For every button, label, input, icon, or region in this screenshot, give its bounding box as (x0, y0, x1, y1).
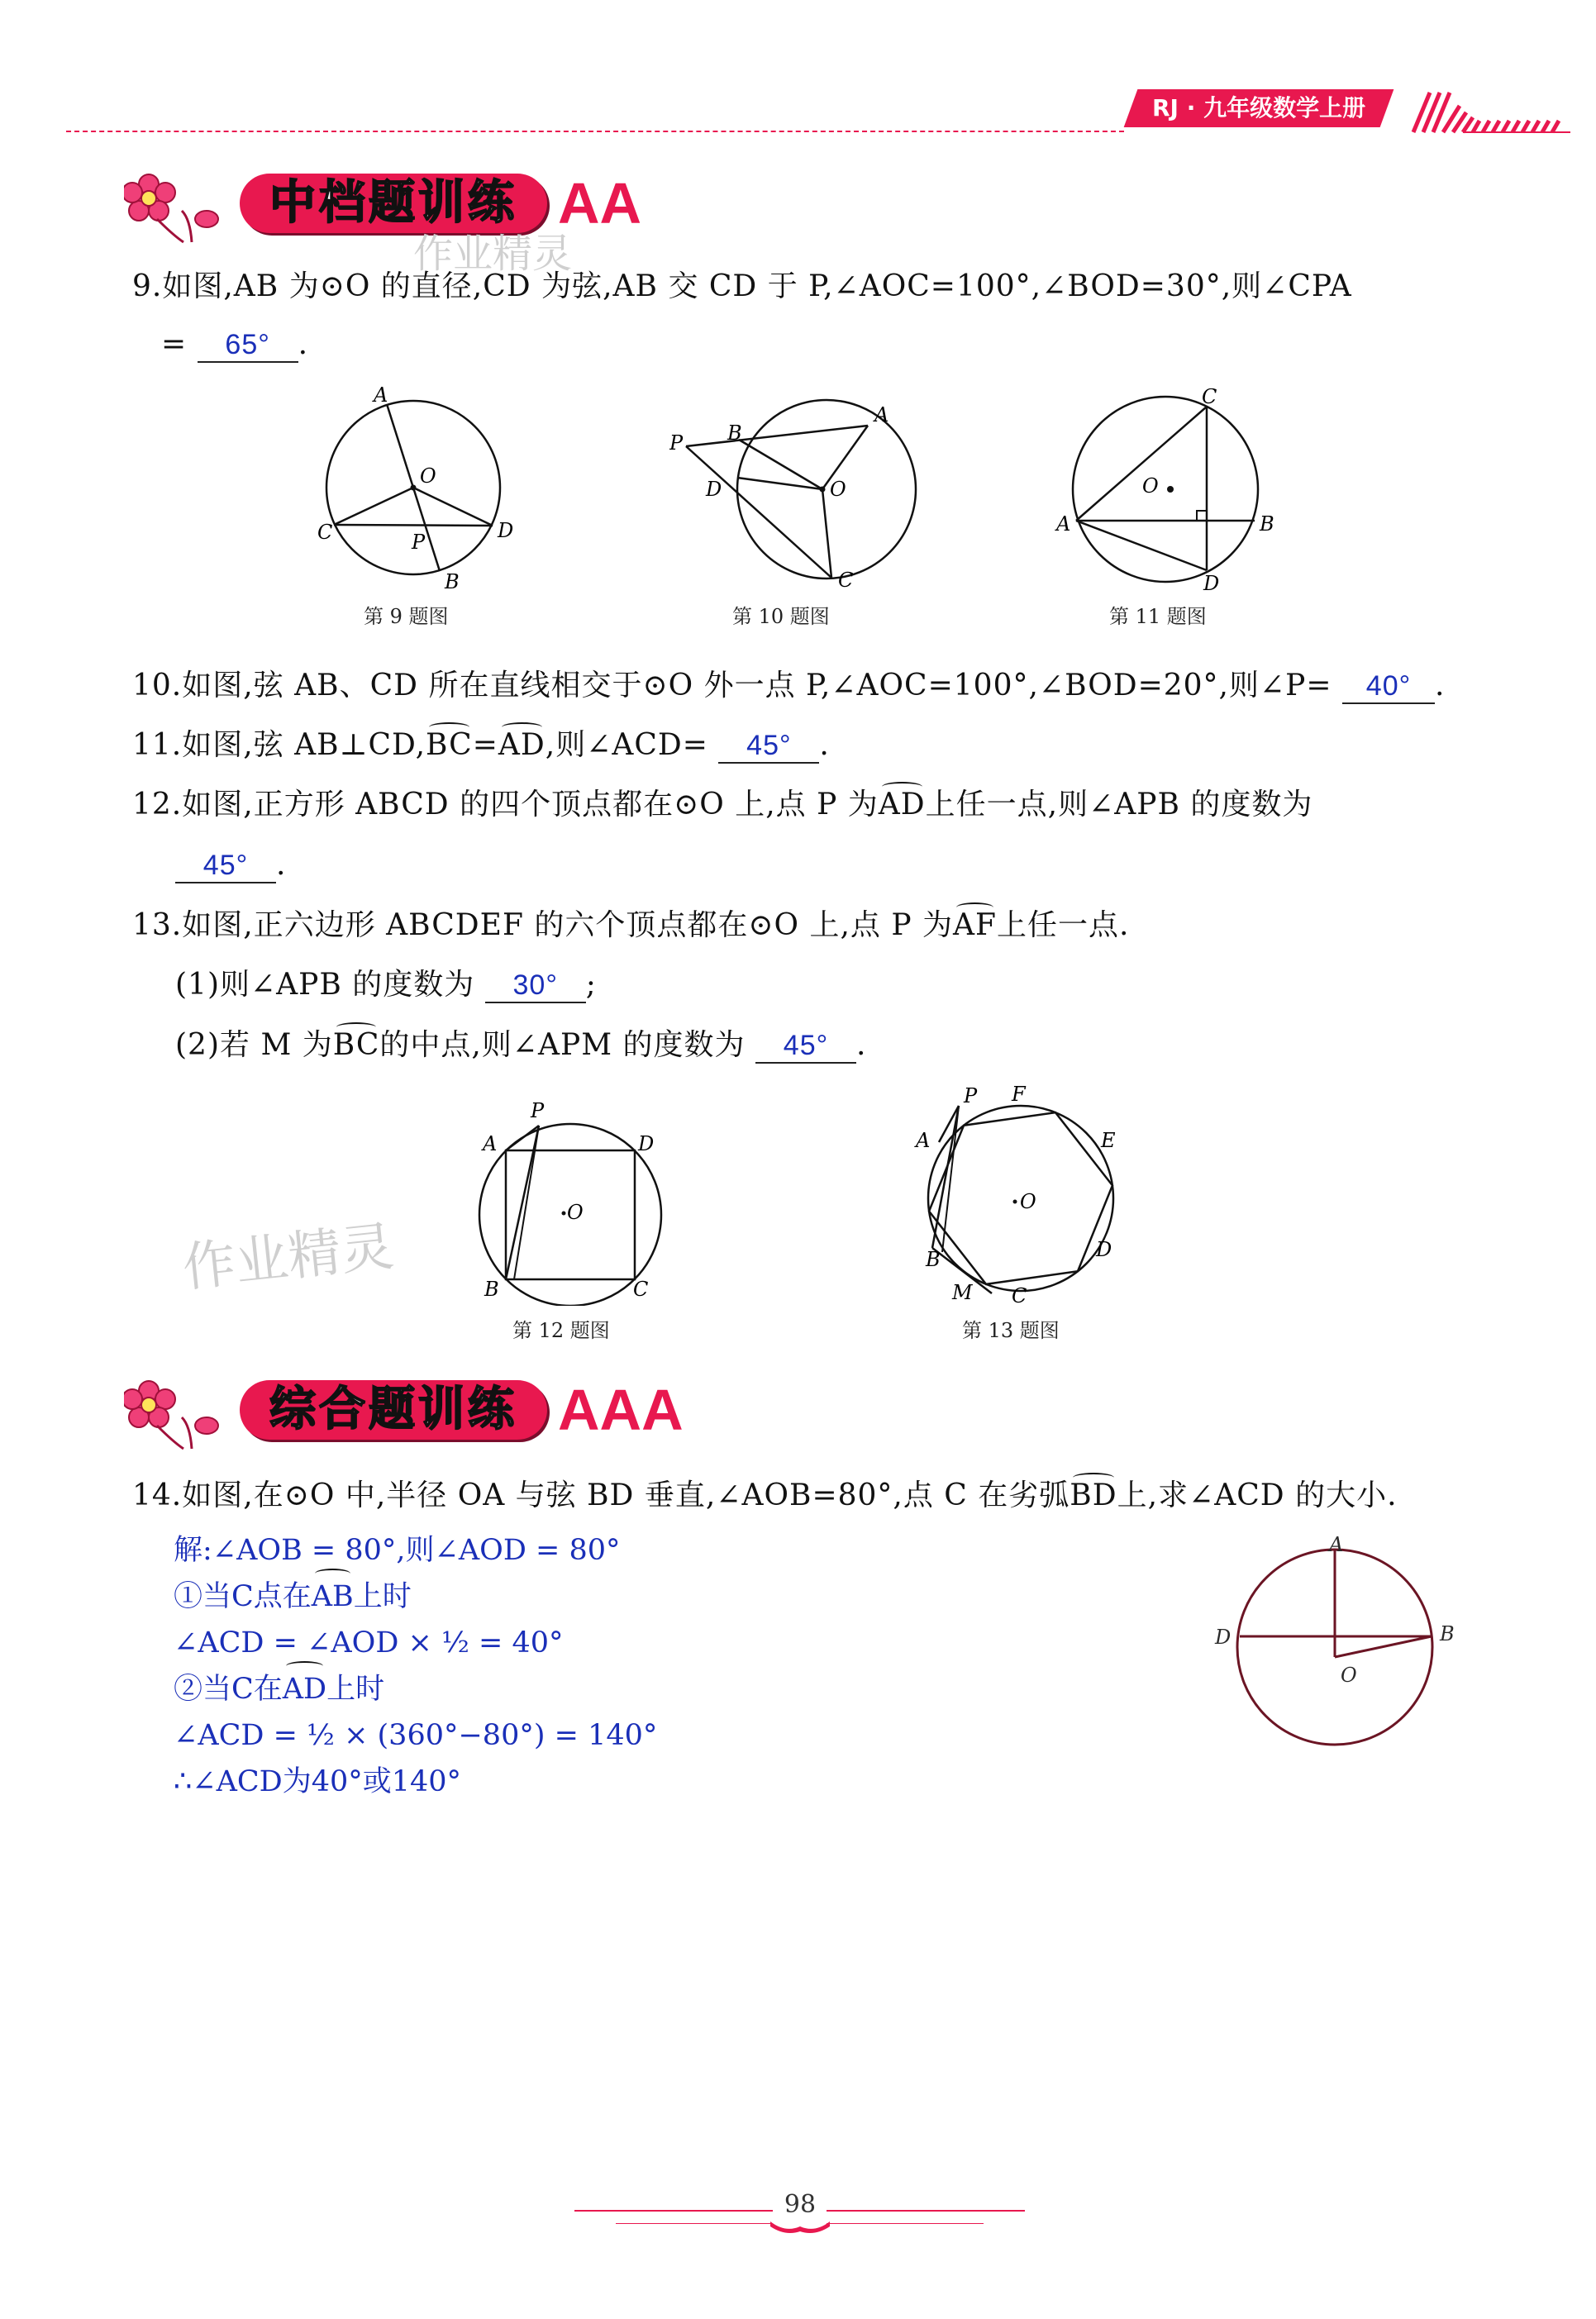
figure-9 (306, 380, 529, 603)
solution-line-6: ∴∠ACD为40°或140° (174, 1765, 462, 1798)
header-stripes (1405, 89, 1570, 136)
figure-11 (1050, 388, 1281, 595)
fig12-label-B: B (484, 1278, 499, 1301)
question-9: 9.如图,AB 为⊙O 的直径,CD 为弦,AB 交 CD 于 P,∠AOC=100°,∠BOD=30°,则∠CPA (132, 269, 1352, 303)
question-9-answer: 65° (198, 328, 298, 363)
fig9-label-P: P (412, 531, 426, 554)
fig13-label-B: B (926, 1248, 941, 1271)
figure-9-caption: 第 9 题图 (364, 605, 449, 628)
fig11-label-B: B (1260, 512, 1274, 536)
question-11: 11.如图,弦 AB⊥CD,BC=AD,则∠ACD= 45° . (132, 728, 830, 762)
page-number: 98 (784, 2190, 817, 2219)
question-12-blank-row: 45° . (175, 847, 286, 883)
section-comprehensive-level: AAA (558, 1378, 684, 1442)
fig11-label-D: D (1203, 572, 1220, 595)
fig10-label-C: C (838, 569, 854, 592)
fig13-label-A: A (916, 1129, 931, 1152)
fig12-label-D: D (638, 1132, 655, 1155)
fig14-label-A: A (1329, 1533, 1344, 1556)
flower-icon (124, 169, 240, 244)
fig14-label-B: B (1440, 1622, 1455, 1645)
fig13-label-D: D (1096, 1238, 1112, 1261)
section-comprehensive-title: 综合题训练 (269, 1383, 517, 1436)
book-icon (769, 2218, 831, 2235)
figure-14 (1207, 1533, 1471, 1764)
arc-AD-q12: AD (878, 788, 926, 821)
fig9-label-A: A (374, 383, 388, 407)
fig10-label-O: O (830, 478, 846, 501)
solution-line-5: ∠ACD = ½ × (360°−80°) = 140° (174, 1719, 658, 1752)
solution-line-1: 解:∠AOB = 80°,则∠AOD = 80° (174, 1534, 621, 1567)
fig13-label-O: O (1020, 1190, 1036, 1213)
question-14: 14.如图,在⊙O 中,半径 OA 与弦 BD 垂直,∠AOB=80°,点 C 在劣弧BD上,求∠ACD 的大小. (132, 1479, 1398, 1512)
fig12-label-A: A (483, 1132, 498, 1155)
fig9-label-D: D (498, 519, 514, 542)
fig12-label-P: P (531, 1099, 545, 1122)
section-comprehensive-pill (240, 1380, 547, 1440)
question-9-blank-row: = 65° . (161, 327, 309, 361)
figure-11-caption: 第 11 题图 (1109, 605, 1207, 628)
watermark-middle: 作业精灵 (179, 1216, 397, 1300)
book-tag: RJ · 九年级数学上册 (1124, 89, 1394, 127)
section-medium-header (124, 169, 669, 244)
question-13-part1: (1)则∠APB 的度数为 30° ; (175, 968, 597, 1002)
fig10-label-A: A (874, 403, 889, 426)
fig13-label-P: P (964, 1084, 978, 1107)
fig10-label-B: B (727, 421, 742, 445)
header-dashed-rule (66, 131, 1124, 132)
question-11-answer: 45° (718, 729, 819, 764)
flower-icon-2 (124, 1376, 240, 1450)
section-comprehensive-header (124, 1376, 703, 1450)
question-13: 13.如图,正六边形 ABCDEF 的六个顶点都在⊙O 上,点 P 为AF上任一点. (132, 908, 1130, 942)
question-10: 10.如图,弦 AB、CD 所在直线相交于⊙O 外一点 P,∠AOC=100°,∠BOD=20°,则∠P= 40° . (132, 669, 1446, 702)
fig10-label-D: D (706, 478, 722, 501)
figure-12 (463, 1091, 686, 1306)
footer-rule-left-2 (616, 2223, 773, 2224)
question-12: 12.如图,正方形 ABCD 的四个顶点都在⊙O 上,点 P 为AD上任一点,则∠APB 的度数为 (132, 788, 1313, 821)
fig13-label-C: C (1012, 1284, 1027, 1306)
fig14-label-D: D (1215, 1626, 1232, 1649)
figure-13-caption: 第 13 题图 (962, 1319, 1060, 1342)
arc-AD: AD (498, 728, 545, 762)
section-medium-level: AA (558, 171, 642, 236)
question-13-answer2: 45° (755, 1029, 856, 1064)
footer-rule-right (827, 2210, 1025, 2212)
fig11-label-O: O (1142, 474, 1159, 498)
arc-AF: AF (953, 908, 998, 942)
arc-BC: BC (426, 728, 473, 762)
fig14-label-O: O (1341, 1664, 1357, 1687)
question-12-answer: 45° (175, 849, 276, 883)
fig9-label-B: B (445, 570, 460, 593)
watermark-top: 作业精灵 (413, 231, 573, 277)
footer-rule-left (574, 2210, 773, 2212)
footer-rule-right-2 (827, 2223, 984, 2224)
question-10-answer: 40° (1342, 669, 1435, 704)
question-13-part2: (2)若 M 为BC的中点,则∠APM 的度数为 45° . (175, 1028, 867, 1062)
arc-BD: BD (1070, 1479, 1117, 1512)
solution-line-3: ∠ACD = ∠AOD × ½ = 40° (174, 1626, 564, 1659)
arc-AD-solution: AD (283, 1666, 326, 1712)
arc-AB-solution: AB (312, 1574, 354, 1620)
fig12-label-C: C (633, 1278, 649, 1301)
solution-line-2: ①当C点在AB上时 (174, 1574, 412, 1620)
fig13-label-M: M (952, 1281, 973, 1304)
fig9-label-C: C (317, 521, 333, 544)
section-medium-title: 中档题训练 (269, 176, 517, 230)
fig9-label-O: O (420, 464, 436, 488)
figure-13 (909, 1083, 1132, 1306)
solution-line-4: ②当C在AD上时 (174, 1666, 384, 1712)
question-13-answer1: 30° (485, 969, 586, 1003)
fig13-label-E: E (1101, 1129, 1116, 1152)
figure-10 (669, 388, 942, 595)
fig11-label-C: C (1202, 388, 1217, 408)
fig12-label-O: O (567, 1201, 584, 1224)
fig13-label-F: F (1012, 1083, 1026, 1106)
figure-12-caption: 第 12 题图 (512, 1319, 610, 1342)
arc-BC-q13: BC (332, 1028, 380, 1062)
fig11-label-A: A (1056, 512, 1071, 536)
figure-10-caption: 第 10 题图 (732, 605, 830, 628)
fig10-label-P: P (669, 431, 684, 455)
